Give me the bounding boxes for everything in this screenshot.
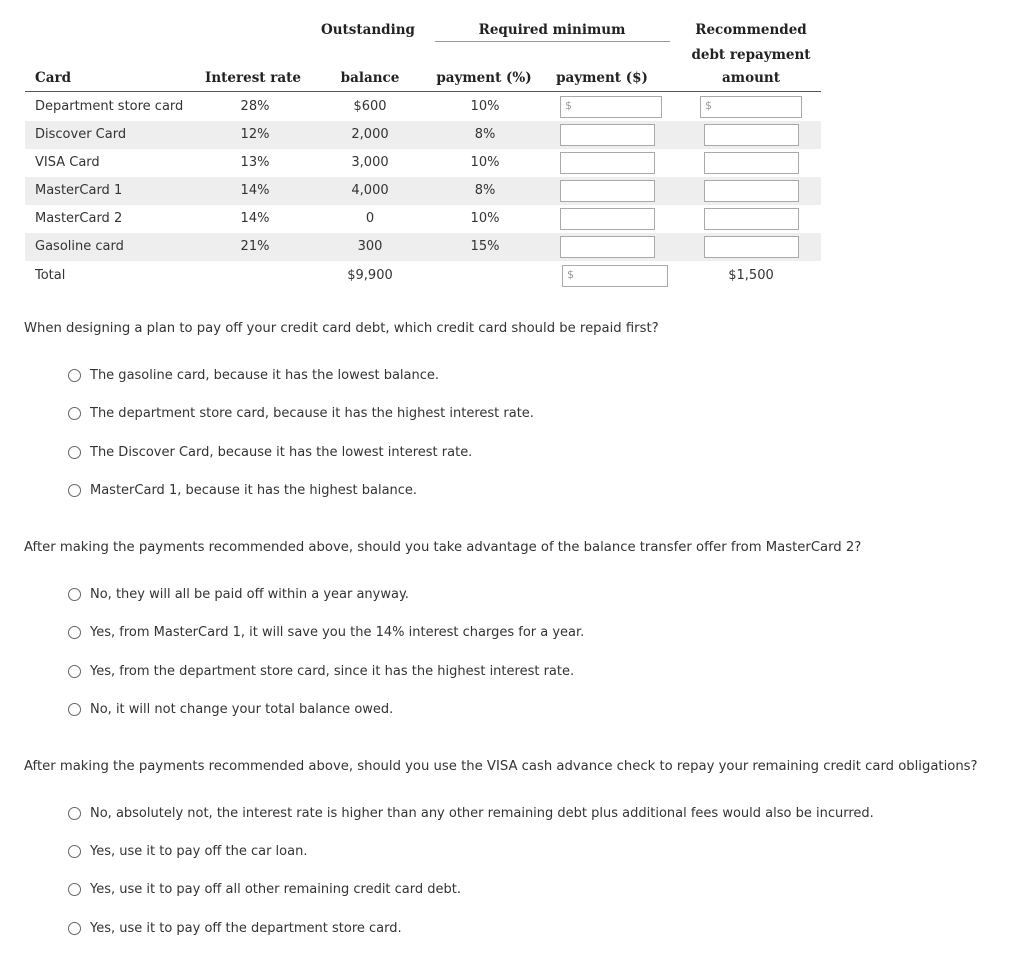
radio-button[interactable]	[68, 484, 81, 497]
row-balance: 4,000	[351, 183, 389, 198]
header-payment-pct: payment (%)	[436, 70, 532, 86]
row-min-payment-pct: 10%	[470, 155, 500, 170]
row-balance: 2,000	[351, 127, 389, 142]
q3-option-3[interactable]	[68, 879, 461, 899]
header-balance: balance	[340, 70, 400, 86]
dollar-sign: $	[565, 99, 572, 112]
header-payment-dollar: payment ($)	[556, 70, 648, 86]
header-outstanding: Outstanding	[320, 22, 416, 38]
radio-button[interactable]	[68, 922, 81, 935]
row-min-payment-pct: 10%	[470, 211, 500, 226]
row-min-payment-pct: 8%	[474, 183, 496, 198]
recommended-repayment-input[interactable]	[704, 152, 799, 174]
row-balance: 0	[365, 211, 375, 226]
q3-option-4[interactable]	[68, 918, 402, 938]
radio-button[interactable]	[68, 845, 81, 858]
option-label: MasterCard 1, because it has the highest balance.	[90, 482, 418, 498]
q1-option-2[interactable]	[68, 403, 534, 423]
table-row	[25, 121, 821, 149]
row-balance: 3,000	[351, 155, 389, 170]
header-interest-rate: Interest rate	[205, 70, 301, 86]
question-1-text: When designing a plan to pay off your credit card debt, which credit card should be repaid first?	[24, 321, 659, 336]
option-label: Yes, use it to pay off all other remaining credit card debt.	[90, 881, 462, 897]
option-label: No, absolutely not, the interest rate is higher than any other remaining debt plus additional fees would also be incurred.	[90, 805, 874, 821]
total-recommended: $1,500	[728, 268, 774, 283]
dollar-sign: $	[567, 268, 574, 281]
row-balance: 300	[357, 239, 383, 254]
question-3-text: After making the payments recommended above, should you use the VISA cash advance check to repay your remaining credit card obligations?	[24, 759, 978, 774]
recommended-repayment-input[interactable]	[700, 96, 802, 118]
option-label: The gasoline card, because it has the lowest balance.	[90, 367, 440, 383]
header-required-minimum: Required minimum	[478, 22, 626, 38]
row-balance: $600	[353, 99, 387, 114]
min-payment-input[interactable]	[560, 236, 655, 258]
table-row	[25, 233, 821, 261]
row-interest-rate: 14%	[240, 211, 270, 226]
radio-button[interactable]	[68, 626, 81, 639]
min-payment-input[interactable]	[560, 152, 655, 174]
header-recommended-l2: debt repayment	[691, 47, 811, 63]
recommended-repayment-input[interactable]	[704, 180, 799, 202]
q2-option-1[interactable]	[68, 584, 409, 604]
option-label: No, it will not change your total balance owed.	[90, 701, 394, 717]
total-label: Total	[35, 268, 66, 283]
row-min-payment-pct: 10%	[470, 99, 500, 114]
q2-option-2[interactable]	[68, 622, 584, 642]
min-payment-input[interactable]	[560, 180, 655, 202]
radio-button[interactable]	[68, 703, 81, 716]
total-balance: $9,900	[347, 268, 393, 283]
table-total-row	[25, 262, 821, 290]
option-label: Yes, use it to pay off the department store card.	[90, 920, 402, 936]
radio-button[interactable]	[68, 369, 81, 382]
radio-button[interactable]	[68, 588, 81, 601]
option-label: The Discover Card, because it has the lowest interest rate.	[90, 444, 473, 460]
row-interest-rate: 13%	[240, 155, 270, 170]
header-rule	[25, 91, 821, 92]
option-label: No, they will all be paid off within a year anyway.	[90, 586, 409, 602]
q3-option-2[interactable]	[68, 841, 307, 861]
radio-button[interactable]	[68, 446, 81, 459]
q3-option-1[interactable]	[68, 803, 874, 823]
row-card-name: Department store card	[35, 99, 184, 114]
q2-option-3[interactable]	[68, 661, 574, 681]
row-interest-rate: 21%	[240, 239, 270, 254]
row-interest-rate: 28%	[240, 99, 270, 114]
q2-option-4[interactable]	[68, 699, 393, 719]
radio-button[interactable]	[68, 807, 81, 820]
option-label: Yes, use it to pay off the car loan.	[90, 843, 308, 859]
recommended-repayment-input[interactable]	[704, 236, 799, 258]
row-card-name: VISA Card	[35, 155, 100, 170]
table-row	[25, 149, 821, 177]
table-row	[25, 205, 821, 233]
total-min-payment-input[interactable]	[562, 265, 668, 287]
row-min-payment-pct: 15%	[470, 239, 500, 254]
dollar-sign: $	[705, 99, 712, 112]
radio-button[interactable]	[68, 665, 81, 678]
recommended-repayment-input[interactable]	[704, 208, 799, 230]
min-payment-input[interactable]	[560, 96, 662, 118]
question-2-text: After making the payments recommended above, should you take advantage of the balance transfer offer from MasterCard 2?	[24, 540, 862, 555]
header-recommended-l1: Recommended	[695, 22, 807, 38]
recommended-repayment-input[interactable]	[704, 124, 799, 146]
row-interest-rate: 14%	[240, 183, 270, 198]
row-card-name: Gasoline card	[35, 239, 124, 254]
row-card-name: MasterCard 2	[35, 211, 123, 226]
option-label: Yes, from MasterCard 1, it will save you the 14% interest charges for a year.	[90, 624, 585, 640]
table-row	[25, 93, 821, 121]
radio-button[interactable]	[68, 883, 81, 896]
header-card: Card	[35, 70, 72, 86]
row-card-name: Discover Card	[35, 127, 127, 142]
q1-option-4[interactable]	[68, 480, 417, 500]
min-payment-input[interactable]	[560, 208, 655, 230]
q1-option-1[interactable]	[68, 365, 439, 385]
option-label: The department store card, because it has the highest interest rate.	[90, 405, 534, 421]
q1-option-3[interactable]	[68, 442, 472, 462]
table-row	[25, 177, 821, 205]
header-recommended-l3: amount	[722, 70, 780, 86]
row-interest-rate: 12%	[240, 127, 270, 142]
radio-button[interactable]	[68, 407, 81, 420]
row-min-payment-pct: 8%	[474, 127, 496, 142]
header-group-rule	[435, 41, 670, 42]
row-card-name: MasterCard 1	[35, 183, 123, 198]
option-label: Yes, from the department store card, since it has the highest interest rate.	[90, 663, 575, 679]
min-payment-input[interactable]	[560, 124, 655, 146]
